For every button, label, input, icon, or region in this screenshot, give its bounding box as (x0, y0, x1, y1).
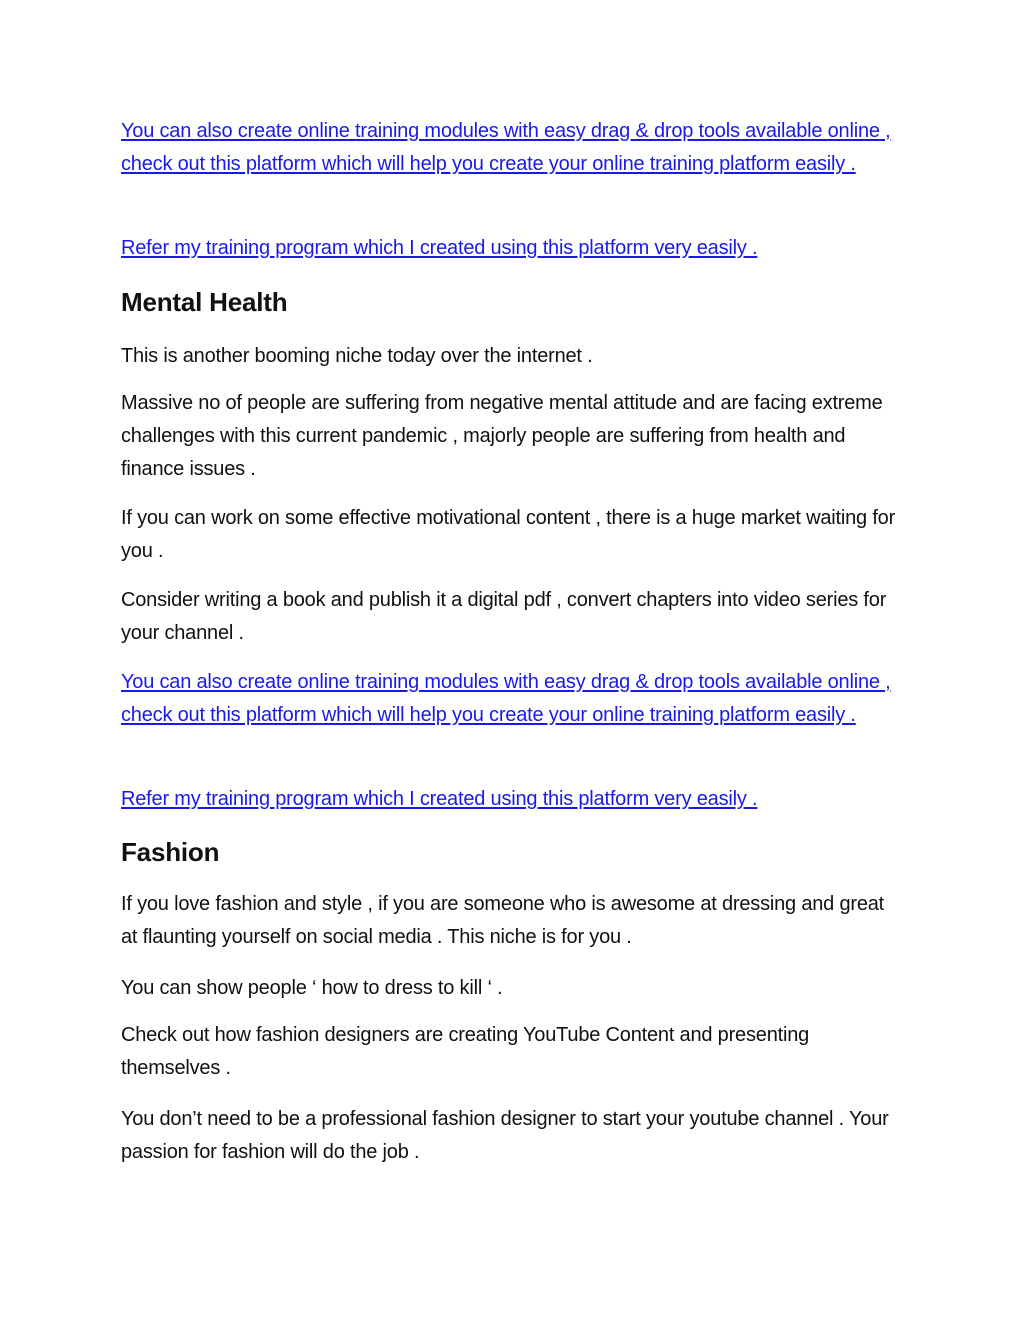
fashion-paragraph: You don’t need to be a professional fashion designer to start your youtube channel . Your passion for fashion will do the job . (121, 1108, 889, 1163)
training-modules-link[interactable]: You can also create online training modules with easy drag & drop tools available online , check out this platform which will help you create your online training platform easily . (121, 671, 891, 726)
mental-health-heading: Mental Health (121, 287, 288, 317)
fashion-paragraph: If you love fashion and style , if you are someone who is awesome at dressing and great at flaunting yourself on social media . This niche is for you . (121, 893, 885, 948)
mental-health-paragraph: If you can work on some effective motivational content , there is a huge market waiting for you . (121, 507, 896, 562)
fashion-heading: Fashion (121, 837, 220, 867)
refer-program-link[interactable]: Refer my training program which I created using this platform very easily . (121, 237, 758, 259)
fashion-paragraph: You can show people ‘ how to dress to kill ‘ . (121, 977, 503, 999)
fashion-paragraph: Check out how fashion designers are creating YouTube Content and presenting themselves . (121, 1024, 810, 1079)
mental-health-paragraph: Massive no of people are suffering from negative mental attitude and are facing extreme challenges with this current pandemic , majorly people are suffering from health and finance issues . (121, 392, 883, 480)
mental-health-paragraph: This is another booming niche today over the internet . (121, 345, 593, 367)
mental-health-paragraph: Consider writing a book and publish it a digital pdf , convert chapters into video series for your channel . (121, 589, 887, 644)
training-modules-link[interactable]: You can also create online training modules with easy drag & drop tools available online , check out this platform which will help you create your online training platform easily . (121, 120, 891, 175)
refer-program-link[interactable]: Refer my training program which I created using this platform very easily . (121, 788, 758, 810)
